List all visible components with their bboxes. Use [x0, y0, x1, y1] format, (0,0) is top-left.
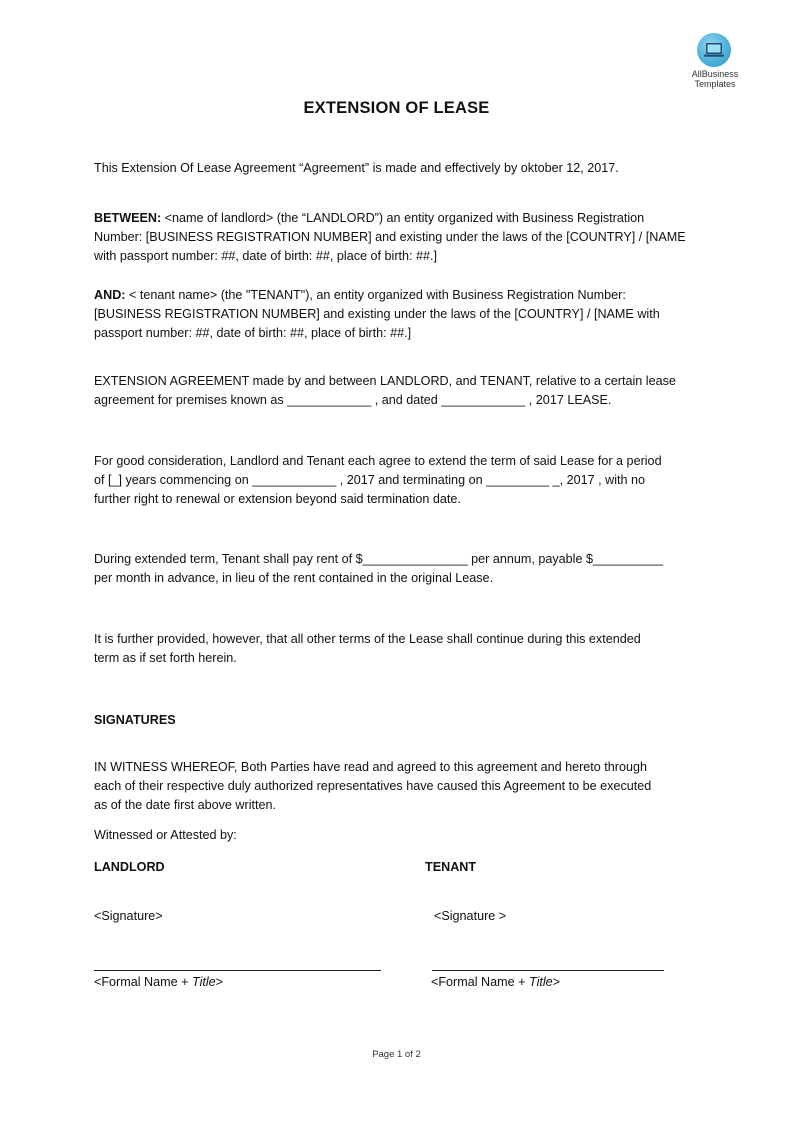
- extension-line-1: EXTENSION AGREEMENT made by and between LANDLORD, and TENANT, relative to a certain lease: [94, 374, 676, 388]
- tenant-heading: TENANT: [425, 860, 477, 874]
- document-title: EXTENSION OF LEASE: [303, 99, 490, 117]
- page-number: Page 1 of 2: [372, 1049, 421, 1060]
- extension-paragraph: [94, 372, 704, 410]
- rent-paragraph: [94, 550, 704, 588]
- consideration-line-2: of [_] years commencing on ____________ , 2017 and terminating on _________ _, 2017 , with no: [94, 473, 646, 487]
- between-line-2: Number: [BUSINESS REGISTRATION NUMBER] and existing under the laws of the [COUNTRY] / [NAME: [94, 230, 686, 244]
- logo-line-2: Templates: [694, 79, 736, 89]
- between-label: BETWEEN:: [94, 211, 162, 225]
- tenant-signature-placeholder: <Signature >: [434, 909, 507, 923]
- rent-line-2: per month in advance, in lieu of the rent contained in the original Lease.: [94, 571, 494, 585]
- between-paragraph: [94, 209, 704, 266]
- landlord-signature-line: [94, 970, 381, 971]
- laptop-icon: [697, 33, 731, 67]
- rent-line-1: During extended term, Tenant shall pay rent of $_______________ per annum, payable $__________: [94, 552, 664, 566]
- and-paragraph: [94, 286, 704, 343]
- extension-line-2: agreement for premises known as ____________ , and dated ____________ , 2017 LEASE.: [94, 393, 612, 407]
- consideration-line-3: further right to renewal or extension beyond said termination date.: [94, 492, 461, 506]
- landlord-formal-name-text: <Formal Name +: [94, 975, 192, 989]
- and-line-2: [BUSINESS REGISTRATION NUMBER] and existing under the laws of the [COUNTRY] / [NAME with: [94, 307, 660, 321]
- tenant-formal-name-text: <Formal Name +: [431, 975, 529, 989]
- landlord-title-word: Title: [191, 975, 216, 989]
- landlord-formal-close: >: [215, 975, 224, 989]
- further-paragraph: [94, 630, 704, 668]
- between-line-1: [94, 209, 704, 228]
- landlord-signature-placeholder: <Signature>: [94, 909, 163, 923]
- logo-text: [676, 69, 754, 89]
- attested-text: Witnessed or Attested by:: [94, 828, 237, 842]
- between-line-3: with passport number: ##, date of birth: ##, place of birth: ##.]: [94, 249, 438, 263]
- witness-line-3: as of the date first above written.: [94, 798, 277, 812]
- and-text-1: < tenant name> (the "TENANT"), an entity organized with Business Registration Number:: [125, 288, 626, 302]
- landlord-heading: LANDLORD: [94, 860, 165, 874]
- signatures-heading: SIGNATURES: [94, 713, 176, 727]
- landlord-formal-name: [94, 973, 374, 992]
- intro-paragraph: This Extension Of Lease Agreement “Agreement” is made and effectively by oktober 12, 2017.: [94, 161, 619, 175]
- tenant-formal-name: [431, 973, 711, 992]
- further-line-1: It is further provided, however, that all other terms of the Lease shall continue during this extended: [94, 632, 641, 646]
- witness-line-2: each of their respective duly authorized representatives have caused this Agreement to be executed: [94, 779, 652, 793]
- and-label: AND:: [94, 288, 126, 302]
- consideration-line-1: For good consideration, Landlord and Tenant each agree to extend the term of said Lease for a period: [94, 454, 662, 468]
- tenant-title-word: Title: [528, 975, 553, 989]
- witness-line-1: IN WITNESS WHEREOF, Both Parties have read and agreed to this agreement and hereto through: [94, 760, 648, 774]
- between-text-1: <name of landlord> (the “LANDLORD”) an entity organized with Business Registration: [161, 211, 645, 225]
- witness-paragraph: [94, 758, 704, 815]
- consideration-paragraph: [94, 452, 704, 509]
- and-line-3: passport number: ##, date of birth: ##, place of birth: ##.]: [94, 326, 412, 340]
- logo-line-1: AllBusiness: [691, 69, 739, 79]
- tenant-formal-close: >: [552, 975, 561, 989]
- and-line-1: [94, 286, 704, 305]
- further-line-2: term as if set forth herein.: [94, 651, 237, 665]
- logo-badge: [697, 33, 731, 67]
- tenant-signature-line: [432, 970, 664, 971]
